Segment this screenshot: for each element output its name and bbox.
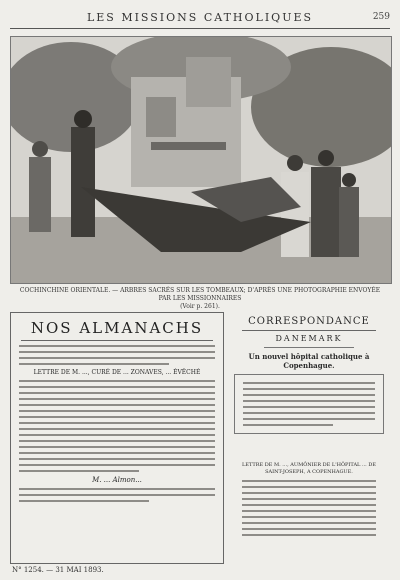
letter-block (234, 462, 384, 540)
text-line (19, 494, 215, 496)
text-line (242, 510, 376, 512)
text-line (243, 406, 375, 408)
text-line (243, 418, 375, 420)
text-line (19, 386, 215, 388)
text-line (19, 345, 215, 347)
letter-heading: LETTRE DE M. ..., AUMÔNIER DE L'HÔPITAL ... DE SAINT-JOSEPH, A COPENHAGUE. (242, 462, 376, 475)
text-line (19, 392, 215, 394)
text-line (242, 498, 376, 500)
engraving-drawing (11, 37, 391, 283)
text-line (242, 480, 376, 482)
heading-rule (242, 330, 376, 331)
text-line (19, 464, 215, 466)
text-line (19, 363, 169, 365)
text-line (242, 492, 376, 494)
article-title: Un nouvel hôpital catholique à Copenhague. (248, 352, 370, 370)
text-line (19, 500, 149, 502)
text-line (19, 380, 215, 382)
text-line (19, 458, 215, 460)
page-number: 259 (372, 12, 390, 22)
correspondence-heading-block (234, 316, 384, 370)
letter-subheading: LETTRE DE M. ..., CURÉ DE ... ZONAVES, ... ÉVÊCHÉ (33, 369, 201, 376)
journal-title: LES MISSIONS CATHOLIQUES (86, 11, 314, 24)
text-line (243, 412, 375, 414)
text-line (19, 470, 139, 472)
almanacs-heading: NOS ALMANACHS (30, 319, 204, 337)
text-line (19, 452, 215, 454)
text-line (242, 522, 376, 524)
text-line (242, 528, 376, 530)
caption-reference: (Voir p. 261). (180, 303, 220, 310)
text-line (243, 388, 375, 390)
text-line (19, 357, 215, 359)
text-line (19, 351, 215, 353)
caption-line: COCHINCHINE ORIENTALE. — ARBRES SACRÉS SUR LES TOMBEAUX; D'APRÈS UNE PHOTOGRAPHIE ENVOYÉE PAR LES MISSIONNAIRES (19, 287, 381, 302)
running-header (10, 8, 390, 29)
engraving-illustration (10, 36, 392, 284)
text-line (19, 398, 215, 400)
text-line (19, 410, 215, 412)
text-line (242, 486, 376, 488)
text-line (19, 434, 215, 436)
text-line (19, 404, 215, 406)
text-line (242, 534, 376, 536)
heading-rule (21, 340, 213, 341)
text-line (19, 488, 215, 490)
issue-footer: N° 1254. — 31 MAI 1893. (12, 566, 104, 574)
text-line (19, 428, 215, 430)
text-line (243, 382, 375, 384)
country-heading: DANEMARK (275, 334, 343, 343)
text-line (242, 504, 376, 506)
correspondence-heading: CORRESPONDANCE (248, 316, 370, 327)
text-line (19, 422, 215, 424)
almanacs-column (10, 312, 224, 564)
signature: M. ... Almon... (92, 476, 142, 484)
text-line (243, 400, 375, 402)
text-line (242, 516, 376, 518)
text-line (19, 440, 215, 442)
correspondence-column (228, 312, 390, 562)
text-line (19, 416, 215, 418)
article-intro-box (234, 374, 384, 434)
text-line (243, 424, 333, 426)
divider (264, 347, 354, 348)
illustration-caption (14, 287, 386, 311)
text-line (243, 394, 375, 396)
text-line (19, 446, 215, 448)
